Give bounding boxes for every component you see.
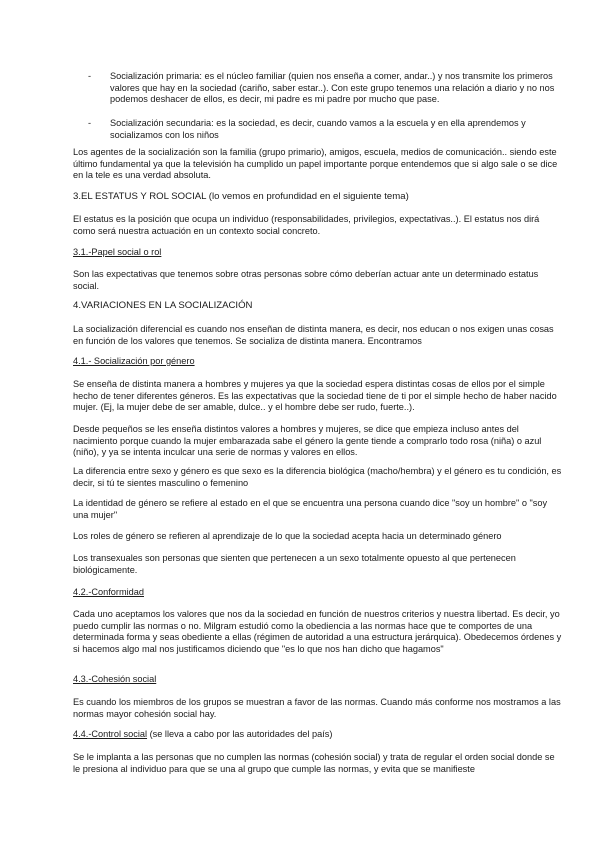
subheading-cohesion: 4.3.-Cohesión social [73,674,157,684]
paragraph-genero-3: La diferencia entre sexo y género es que sexo es la diferencia biológica (macho/hembra) y el género es tu condición, es decir, si tú te sientes masculino o femenino [73,466,562,488]
paragraph-diferencial: La socialización diferencial es cuando nos enseñan de distinta manera, es decir, nos educan o nos exigen unas cosas en función de los valores que tenemos. Se socializa de distinta manera. Encontramos [73,324,554,346]
paragraph-estatus: El estatus es la posición que ocupa un individuo (responsabilidades, privilegios, expectativas..). El estatus nos dirá como será nuestra actuación en un contexto social concreto. [73,214,540,236]
bullet-description: : es la sociedad, es decir, cuando vamos a la escuela y en ella aprendemos y socializamos con los niños [110,118,526,140]
bullet-dash: - [88,71,92,81]
section-heading-estatus: 3.EL ESTATUS Y ROL SOCIAL (lo vemos en profundidad en el siguiente tema) [73,191,409,202]
paragraph-control: Se le implanta a las personas que no cumplen las normas (cohesión social) y trata de regular el orden social donde se le presiona al individuo para que se una al grupo que cumple las normas, y evita que se manifieste [73,752,555,774]
paragraph-genero-5: Los roles de género se refieren al aprendizaje de lo que la sociedad acepta hacia un determinado género [73,531,502,541]
subheading-conformidad: 4.2.-Conformidad [73,587,144,597]
subheading-control-note: (se lleva a cabo por las autoridades del país) [147,729,333,739]
bullet-dash: - [88,118,92,128]
bullet-text [110,118,563,141]
section-heading-variaciones: 4.VARIACIONES EN LA SOCIALIZACIÓN [73,300,253,311]
bullet-term: Socialización primaria [110,71,200,81]
paragraph-cohesion: Es cuando los miembros de los grupos se muestran a favor de las normas. Cuando más conforme nos mostramos a las normas mayor cohesión social hay. [73,697,561,719]
paragraph-genero-6: Los transexuales son personas que sienten que pertenecen a un sexo totalmente opuesto al que pertenecen biológicamente. [73,553,516,575]
subheading-control: 4.4.-Control social [73,729,148,739]
paragraph-agentes: Los agentes de la socialización son la familia (grupo primario), amigos, escuela, medios de comunicación.. siendo este último fundamental ya que la televisión ha cumplido un papel importante porque entendemos que si algo sale o se dice en la tele es una verdad absoluta. [73,147,558,181]
paragraph-genero-2: Desde pequeños se les enseña distintos valores a hombres y mujeres, se dice que empieza incluso antes del nacimiento porque cuando la mujer embarazada sabe el género la gente tiende a comprarlo todo rosa (niña) o azul (niño), y ya se intenta inculcar una serie de normas y valores en ellos. [73,424,542,458]
paragraph-genero-1: Se enseña de distinta manera a hombres y mujeres ya que la sociedad espera distintas cosas de ellos por el simple hecho de tener diferentes géneros. Es las expectativas que la sociedad tiene de ti por el simple hecho de haber nacido mujer. (Ej, la mujer debe de ser amable, dulce.. y el hombre debe ser rudo, fuerte..). [73,379,557,413]
subheading-genero: 4.1.- Socialización por género [73,356,195,366]
paragraph-conformidad: Cada uno aceptamos los valores que nos da la sociedad en función de nuestros criterios y nuestra libertad. Es decir, yo puedo cumplir las normas o no. Milgram estudió como la obediencia a las normas hace que te comportes de una determinada forma y seas obediente a ellas (régimen de autoridad a una estructura jerárquica). Obedecemos órdenes y si hacemos algo mal nos justificamos diciendo que "es lo que nos han dicho que hagamos" [73,609,562,654]
bullet-item [88,118,563,141]
bullet-term: Socialización secundaria [110,118,212,128]
bullet-text [110,71,563,106]
subheading-papel-social: 3.1.-Papel social o rol [73,247,162,257]
paragraph-genero-4: La identidad de género se refiere al estado en el que se encuentra una persona cuando dice "soy un hombre" o "soy una mujer" [73,498,548,520]
bullet-item [88,71,563,106]
paragraph-rol: Son las expectativas que tenemos sobre otras personas sobre cómo deberían actuar ante un determinado estatus social. [73,269,539,291]
bullet-description: : es el núcleo familiar (quien nos enseña a comer, andar..) y nos transmite los primeros valores que hay en la sociedad (cariño, saber estar..). Con este grupo tenemos una relación a diario y no nos podemos deshacer de ellos, es decir, mi padre es mi padre por mucho que pase. [110,71,555,105]
subheading-control-line [73,729,563,741]
